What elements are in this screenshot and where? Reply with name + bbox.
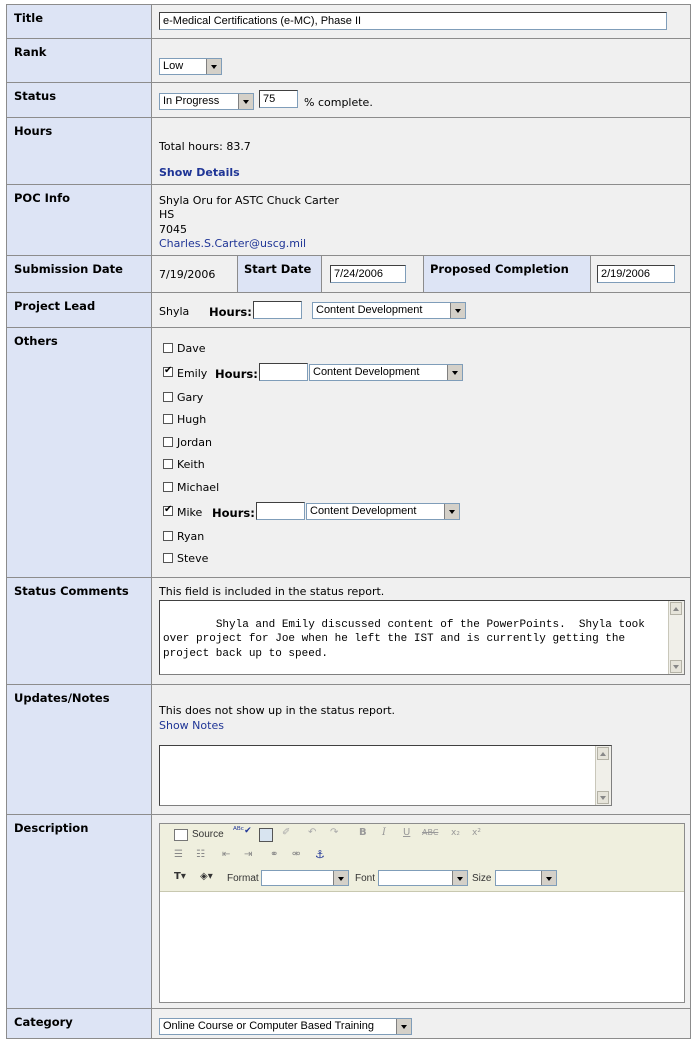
chevron-down-icon xyxy=(541,871,556,886)
checkbox-emily[interactable] xyxy=(163,367,173,377)
checkbox-dave[interactable] xyxy=(163,343,173,353)
others-row xyxy=(6,327,691,578)
format-label: Format xyxy=(227,873,259,884)
person-name-gary: Gary xyxy=(177,391,204,404)
mike-hours-label: Hours: xyxy=(212,506,255,520)
editor-content-area[interactable] xyxy=(160,892,684,1002)
person-name-emily: Emily xyxy=(177,367,208,380)
bullet-list-icon[interactable]: ☷ xyxy=(196,849,205,860)
person-name-jordan: Jordan xyxy=(177,436,212,449)
status-selected: In Progress xyxy=(163,95,220,107)
mike-role-select[interactable] xyxy=(306,503,460,520)
emily-hours-label: Hours: xyxy=(215,367,258,381)
scroll-up-icon[interactable] xyxy=(670,602,682,615)
status-row xyxy=(6,82,691,118)
project-lead-role-select[interactable] xyxy=(312,302,466,319)
source-button[interactable]: Source xyxy=(192,829,224,840)
updates-note: This does not show up in the status report. xyxy=(159,704,396,717)
project-lead-name: Shyla xyxy=(159,305,190,318)
status-comments-textarea[interactable] xyxy=(159,600,685,675)
percent-complete-input[interactable]: 75 xyxy=(259,90,298,108)
chevron-down-icon xyxy=(444,504,459,519)
font-select[interactable] xyxy=(378,870,468,886)
format-select[interactable] xyxy=(261,870,349,886)
poc-name: Shyla Oru for ASTC Chuck Carter xyxy=(159,194,339,207)
emily-role-select[interactable] xyxy=(309,364,463,381)
strikethrough-icon[interactable]: ABC xyxy=(422,828,439,837)
chevron-down-icon xyxy=(396,1019,411,1034)
rank-select[interactable] xyxy=(159,58,222,75)
updates-textarea[interactable] xyxy=(159,745,612,806)
undo-icon[interactable]: ↶ xyxy=(308,827,317,838)
subscript-icon[interactable]: x₂ xyxy=(451,828,460,838)
rank-selected: Low xyxy=(163,60,184,72)
editor-toolbar xyxy=(160,824,684,892)
size-select[interactable] xyxy=(495,870,557,886)
size-label: Size xyxy=(472,873,492,884)
mike-hours-input[interactable] xyxy=(256,502,305,520)
percent-complete-suffix: % complete. xyxy=(304,96,373,109)
underline-icon[interactable]: U xyxy=(403,827,411,838)
scrollbar[interactable] xyxy=(668,601,684,674)
checkbox-steve[interactable] xyxy=(163,553,173,563)
title-label: Title xyxy=(7,5,152,38)
emily-role: Content Development xyxy=(313,366,420,378)
numbered-list-icon[interactable]: ☰ xyxy=(174,849,183,860)
poc-phone: 7045 xyxy=(159,223,187,236)
total-hours-text: Total hours: 83.7 xyxy=(159,140,251,153)
status-comments-text: Shyla and Emily discussed content of the PowerPoints. Shyla took over project for Joe when he left the IST and is currently getting the project back up to speed. xyxy=(163,618,652,660)
person-name-keith: Keith xyxy=(177,458,205,471)
updates-row xyxy=(6,684,691,815)
superscript-icon[interactable]: x² xyxy=(472,828,481,838)
status-label: Status xyxy=(7,83,152,117)
proposed-completion-label: Proposed Completion xyxy=(423,256,591,292)
proposed-completion-input[interactable]: 2/19/2006 xyxy=(597,265,675,283)
person-name-michael: Michael xyxy=(177,481,220,494)
poc-org: HS xyxy=(159,208,175,221)
rich-text-editor xyxy=(159,823,685,1003)
scroll-down-icon[interactable] xyxy=(670,660,682,673)
project-lead-label: Project Lead xyxy=(7,293,152,327)
start-date-label: Start Date xyxy=(237,256,322,292)
project-lead-hours-input[interactable] xyxy=(253,301,302,319)
start-date-input[interactable]: 7/24/2006 xyxy=(330,265,406,283)
submission-date-value: 7/19/2006 xyxy=(159,268,216,281)
chevron-down-icon xyxy=(447,365,462,380)
chevron-down-icon xyxy=(206,59,221,74)
eraser-icon[interactable]: ✐ xyxy=(282,827,291,838)
updates-label: Updates/Notes xyxy=(7,685,152,814)
description-label: Description xyxy=(7,815,152,1008)
checkbox-michael[interactable] xyxy=(163,482,173,492)
category-selected: Online Course or Computer Based Training xyxy=(163,1020,374,1032)
show-notes-link[interactable]: Show Notes xyxy=(159,719,224,732)
checkbox-keith[interactable] xyxy=(163,459,173,469)
poc-email-link[interactable]: Charles.S.Carter@uscg.mil xyxy=(159,237,307,250)
person-name-hugh: Hugh xyxy=(177,413,207,426)
show-details-link[interactable]: Show Details xyxy=(159,166,240,179)
checkbox-hugh[interactable] xyxy=(163,414,173,424)
redo-icon[interactable]: ↷ xyxy=(330,827,339,838)
project-lead-role: Content Development xyxy=(316,304,423,316)
mike-role: Content Development xyxy=(310,505,417,517)
text-color-icon[interactable]: T▾ xyxy=(174,871,186,882)
outdent-icon[interactable]: ⇤ xyxy=(222,849,231,860)
others-label: Others xyxy=(7,328,152,577)
status-comments-row xyxy=(6,577,691,685)
checkbox-ryan[interactable] xyxy=(163,531,173,541)
link-icon[interactable]: ⚭ xyxy=(270,849,279,860)
rank-row xyxy=(6,38,691,83)
unlink-icon[interactable]: ⚮ xyxy=(292,849,301,860)
table-icon[interactable] xyxy=(259,828,273,842)
person-name-steve: Steve xyxy=(177,552,209,565)
category-row xyxy=(6,1008,691,1039)
poc-row xyxy=(6,184,691,256)
anchor-icon[interactable]: ⚓ xyxy=(315,848,325,861)
title-input[interactable]: e-Medical Certifications (e-MC), Phase II xyxy=(159,12,667,30)
status-comments-label: Status Comments xyxy=(7,578,152,684)
person-name-dave: Dave xyxy=(177,342,206,355)
background-color-icon[interactable]: ◈▾ xyxy=(200,871,213,882)
title-row xyxy=(6,4,691,39)
poc-label: POC Info xyxy=(7,185,152,255)
emily-hours-input[interactable] xyxy=(259,363,308,381)
person-name-mike: Mike xyxy=(177,506,203,519)
scrollbar[interactable] xyxy=(595,746,611,805)
category-label: Category xyxy=(7,1009,152,1038)
status-select[interactable] xyxy=(159,93,254,110)
italic-icon[interactable]: I xyxy=(382,827,386,838)
hours-row xyxy=(6,117,691,185)
source-icon xyxy=(174,829,188,841)
dates-row xyxy=(6,255,691,293)
checkbox-jordan[interactable] xyxy=(163,437,173,447)
indent-icon[interactable]: ⇥ xyxy=(244,849,253,860)
chevron-down-icon xyxy=(450,303,465,318)
submission-date-label: Submission Date xyxy=(7,256,152,292)
project-lead-hours-label: Hours: xyxy=(209,305,252,319)
description-row xyxy=(6,814,691,1009)
chevron-down-icon xyxy=(452,871,467,886)
status-comments-note: This field is included in the status report. xyxy=(159,585,385,598)
category-select[interactable] xyxy=(159,1018,412,1035)
chevron-down-icon xyxy=(333,871,348,886)
person-name-ryan: Ryan xyxy=(177,530,205,543)
spellcheck-icon[interactable]: ᴬᴮᶜ✔ xyxy=(233,826,252,836)
hours-label: Hours xyxy=(7,118,152,184)
checkbox-mike[interactable] xyxy=(163,506,173,516)
others-list xyxy=(153,328,690,577)
project-lead-row xyxy=(6,292,691,328)
chevron-down-icon xyxy=(238,94,253,109)
scroll-up-icon[interactable] xyxy=(597,747,609,760)
rank-label: Rank xyxy=(7,39,152,82)
font-label: Font xyxy=(355,873,376,884)
scroll-down-icon[interactable] xyxy=(597,791,609,804)
bold-icon[interactable]: B xyxy=(359,827,367,838)
checkbox-gary[interactable] xyxy=(163,392,173,402)
